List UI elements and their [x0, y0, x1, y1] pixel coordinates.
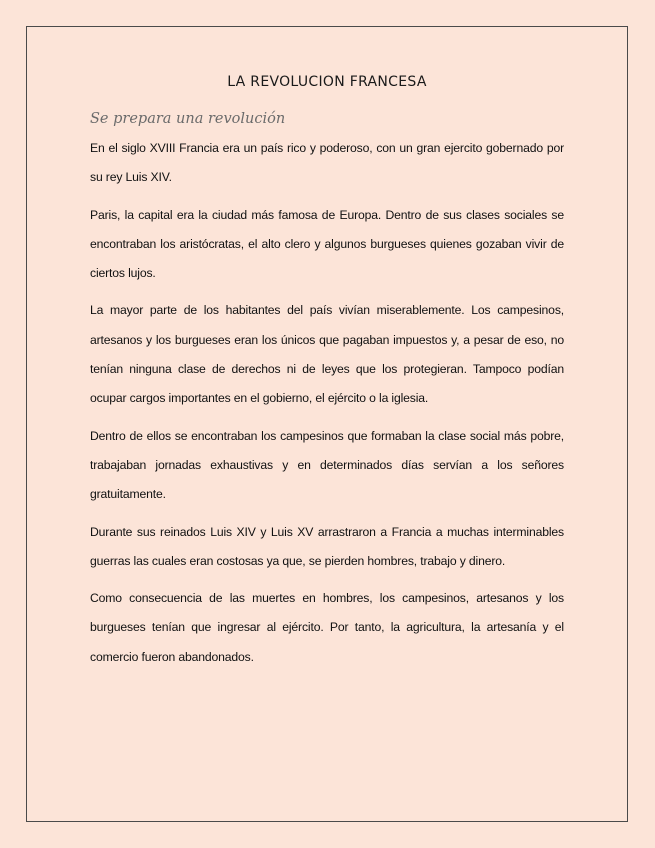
section-subheading: Se prepara una revolución: [90, 111, 286, 127]
paragraph-5: Durante sus reinados Luis XIV y Luis XV arrastraron a Francia a muchas interminables guerras las cuales eran costosas ya que, se pierden hombres, trabajo y dinero.: [90, 524, 564, 568]
paragraph-4: Dentro de ellos se encontraban los campesinos que formaban la clase social más pobre, trabajaban jornadas exhaustivas y en determinados días servían a los señores gratuitamente.: [90, 428, 564, 502]
paragraph-6: Como consecuencia de las muertes en hombres, los campesinos, artesanos y los burgueses tenían que ingresar al ejército. Por tanto, la agricultura, la artesanía y el comercio fueron abandonados.: [90, 591, 564, 664]
paragraph-3: La mayor parte de los habitantes del país vivían miserablemente. Los campesinos, artesanos y los burgueses eran los únicos que pagaban impuestos y, a pesar de eso, no tenían ninguna clase de derechos ni de leyes que los protegieran. Tampoco podían ocupar cargos importantes en el gobierno, el ejército o la iglesia.: [90, 303, 564, 406]
document-body: [90, 72, 564, 680]
paragraph-2: Paris, la capital era la ciudad más famosa de Europa. Dentro de sus clases sociales se encontraban los aristócratas, el alto clero y algunos burgueses quienes gozaban vivir de ciertos lujos.: [90, 207, 564, 281]
document-title: LA REVOLUCION FRANCESA: [227, 74, 427, 90]
paragraph-1: En el siglo XVIII Francia era un país rico y poderoso, con un gran ejercito gobernado por su rey Luis XIV.: [90, 141, 564, 185]
